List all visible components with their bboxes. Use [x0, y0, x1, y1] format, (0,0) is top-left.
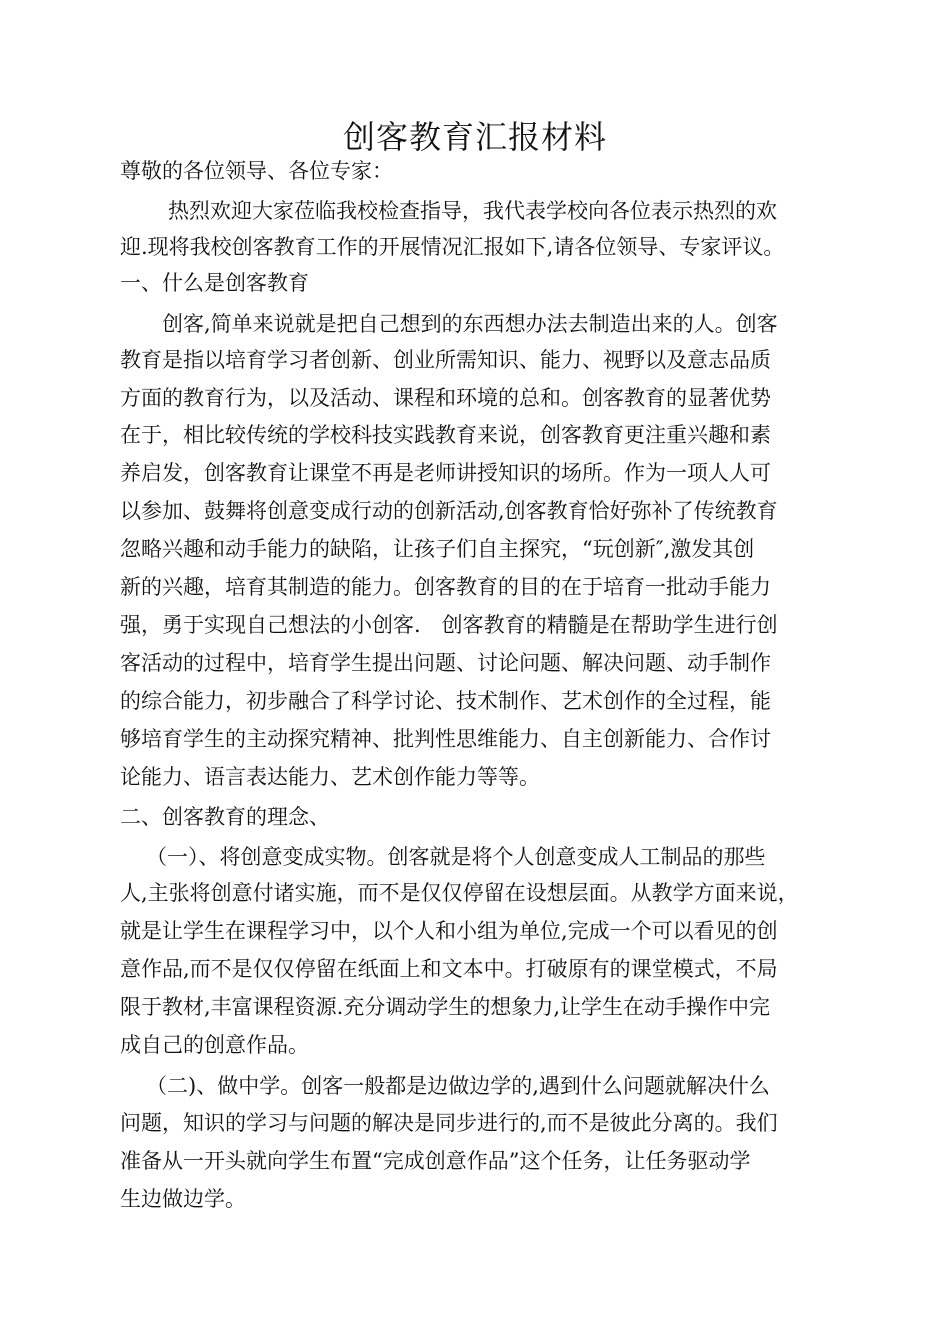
paragraph-line: 意作品,而不是仅仅停留在纸面上和文本中。打破原有的课堂模式，不局	[120, 957, 778, 981]
paragraph-line: 新的兴趣，培育其制造的能力。创客教育的目的在于培育一批动手能力	[120, 575, 771, 599]
paragraph-line: 教育是指以培育学习者创新、创业所需知识、能力、视野以及意志品质	[120, 348, 771, 372]
paragraph-line: 问题，知识的学习与问题的解决是同步进行的,而不是彼此分离的。我们	[120, 1111, 778, 1135]
section-heading-1: 一、什么是创客教育	[120, 271, 309, 295]
paragraph-line: 限于教材,丰富课程资源.充分调动学生的想象力,让学生在动手操作中完	[120, 995, 771, 1019]
paragraph-line: 在于，相比较传统的学校科技实践教育来说，创客教育更注重兴趣和素	[120, 423, 771, 447]
paragraph-line: 论能力、语言表达能力、艺术创作能力等等。	[120, 765, 540, 789]
paragraph-line: 以参加、鼓舞将创意变成行动的创新活动,创客教育恰好弥补了传统教育	[120, 499, 778, 523]
salutation: 尊敬的各位领导、各位专家：	[120, 159, 393, 183]
paragraph-line: 客活动的过程中，培育学生提出问题、讨论问题、解决问题、动手制作	[120, 651, 771, 675]
paragraph-line: 的综合能力，初步融合了科学讨论、技术制作、艺术创作的全过程，能	[120, 689, 771, 713]
paragraph-line: 方面的教育行为，以及活动、课程和环境的总和。创客教育的显著优势	[120, 386, 771, 410]
section-heading-2: 二、创客教育的理念、	[120, 805, 330, 829]
paragraph-line: 创客,简单来说就是把自己想到的东西想办法去制造出来的人。创客	[162, 312, 778, 336]
paragraph-line: 人,主张将创意付诸实施，而不是仅仅停留在设想层面。从教学方面来说，	[120, 881, 799, 905]
paragraph-line: 就是让学生在课程学习中，以个人和小组为单位,完成一个可以看见的创	[120, 919, 778, 943]
paragraph-line: （一）、将创意变成实物。创客就是将个人创意变成人工制品的那些	[146, 845, 766, 869]
document-title: 创客教育汇报材料	[342, 118, 607, 156]
paragraph-line: 生边做边学。	[120, 1187, 246, 1211]
intro-line: 迎.现将我校创客教育工作的开展情况汇报如下,请各位领导、专家评议。	[120, 235, 785, 259]
paragraph-line: 忽略兴趣和动手能力的缺陷，让孩子们自主探究，“玩创新″,激发其创	[120, 537, 755, 561]
paragraph-line: 成自己的创意作品。	[120, 1033, 309, 1057]
paragraph-line: 养启发，创客教育让课堂不再是老师讲授知识的场所。作为一项人人可	[120, 461, 771, 485]
intro-line: 热烈欢迎大家莅临我校检查指导，我代表学校向各位表示热烈的欢	[168, 199, 777, 223]
paragraph-line: （二)、做中学。创客一般都是边做边学的,遇到什么问题就解决什么	[146, 1074, 770, 1098]
paragraph-line: 够培育学生的主动探究精神、批判性思维能力、自主创新能力、合作讨	[120, 727, 771, 751]
paragraph-line: 强，勇于实现自己想法的小创客. 创客教育的精髓是在帮助学生进行创	[120, 613, 778, 637]
paragraph-line: 准备从一开头就向学生布置“完成创意作品”这个任务，让任务驱动学	[120, 1149, 751, 1173]
